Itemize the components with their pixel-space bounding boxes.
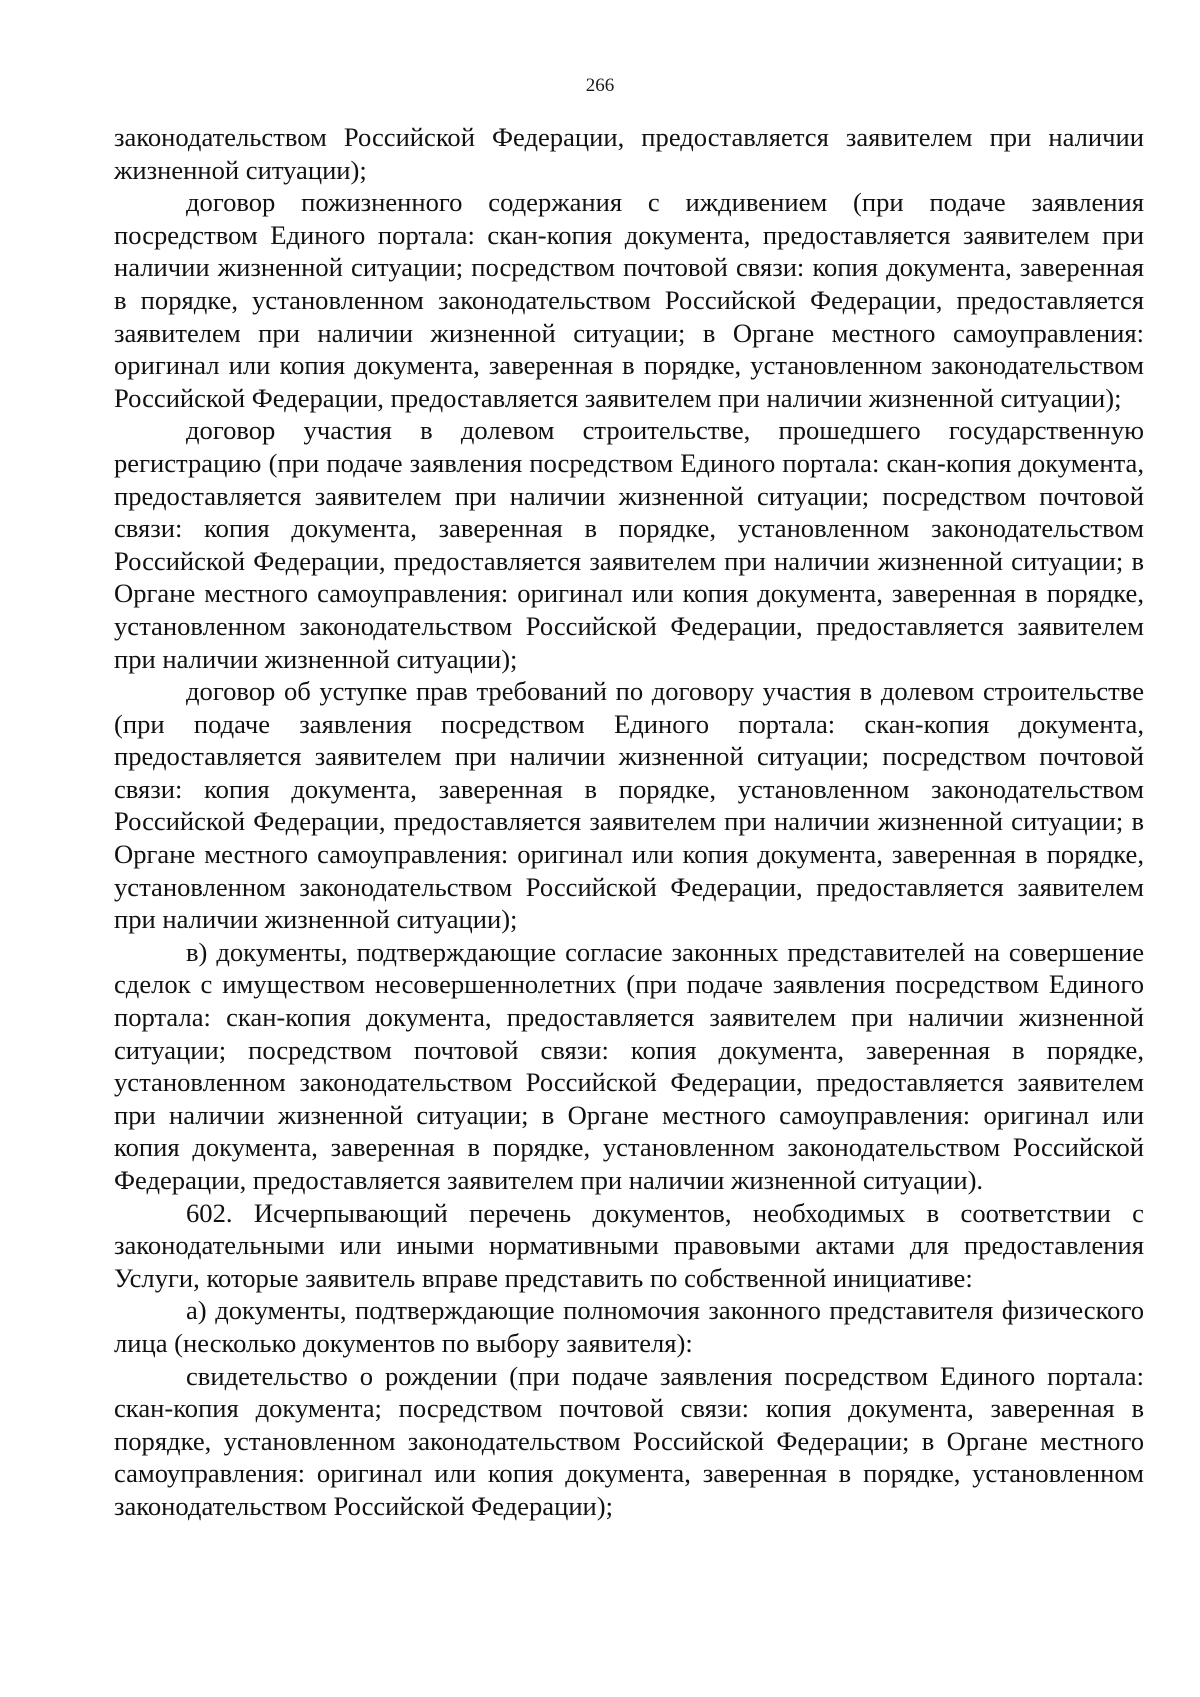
paragraph-shared-construction-contract: договор участия в долевом строительстве, прошедшего государственную регистрацию (при подаче заявления посредством Единого портала: скан-копия документа, предоставляется заявителем при наличии жизненной ситуации; посредством почтовой связи: копия документа, заверенная в порядке, установленном законодательством Российской Федерации, предоставляется заявителем при наличии жизненной ситуации; в Органе местного самоуправления: оригинал или копия документа, заверенная в порядке, установленном законодательством Российской Федерации, предоставляется заявителем при наличии жизненной ситуации); [114,415,1144,674]
paragraph-lifetime-maintenance-contract: договор пожизненного содержания с иждивением (при подаче заявления посредством Единого портала: скан-копия документа, предоставляется заявителем при наличии жизненной ситуации; посредством почтовой связи: копия документа, заверенная в порядке, установленном законодательством Российской Федерации, предоставляется заявителем при наличии жизненной ситуации; в Органе местного самоуправления: оригинал или копия документа, заверенная в порядке, установленном законодательством Российской Федерации, предоставляется заявителем при наличии жизненной ситуации); [114,187,1144,413]
paragraph-birth-certificate: свидетельство о рождении (при подаче заявления посредством Единого портала: скан-копия документа; посредством почтовой связи: копия документа, заверенная в порядке, установленном законодательством Российской Федерации; в Органе местного самоуправления: оригинал или копия документа, заверенная в порядке, установленном законодательством Российской Федерации); [114,1360,1144,1521]
document-body [114,121,1144,1523]
paragraph-item-v-guardian-consent: в) документы, подтверждающие согласие законных представителей на совершение сделок с имуществом несовершеннолетних (при подаче заявления посредством Единого портала: скан-копия документа, предоставляется заявителем при наличии жизненной ситуации; посредством почтовой связи: копия документа, заверенная в порядке, установленном законодательством Российской Федерации, предоставляется заявителем при наличии жизненной ситуации; в Органе местного самоуправления: оригинал или копия документа, заверенная в порядке, установленном законодательством Российской Федерации, предоставляется заявителем при наличии жизненной ситуации). [114,936,1144,1195]
paragraph-602-document-list: 602. Исчерпывающий перечень документов, необходимых в соответствии с законодательными или иными нормативными правовыми актами для предоставления Услуги, которые заявитель вправе представить по собственной инициативе: [114,1197,1144,1293]
paragraph-assignment-of-claims-contract: договор об уступке прав требований по договору участия в долевом строительстве (при подаче заявления посредством Единого портала: скан-копия документа, предоставляется заявителем при наличии жизненной ситуации; посредством почтовой связи: копия документа, заверенная в порядке, установленном законодательством Российской Федерации, предоставляется заявителем при наличии жизненной ситуации; в Органе местного самоуправления: оригинал или копия документа, заверенная в порядке, установленном законодательством Российской Федерации, предоставляется заявителем при наличии жизненной ситуации); [114,676,1144,935]
page-number: 266 [585,75,615,96]
paragraph-item-a-representative-documents: а) документы, подтверждающие полномочия законного представителя физического лица (несколько документов по выбору заявителя): [114,1295,1144,1358]
paragraph-continuation: законодательством Российской Федерации, предоставляется заявителем при наличии жизненной ситуации); [114,122,1144,185]
